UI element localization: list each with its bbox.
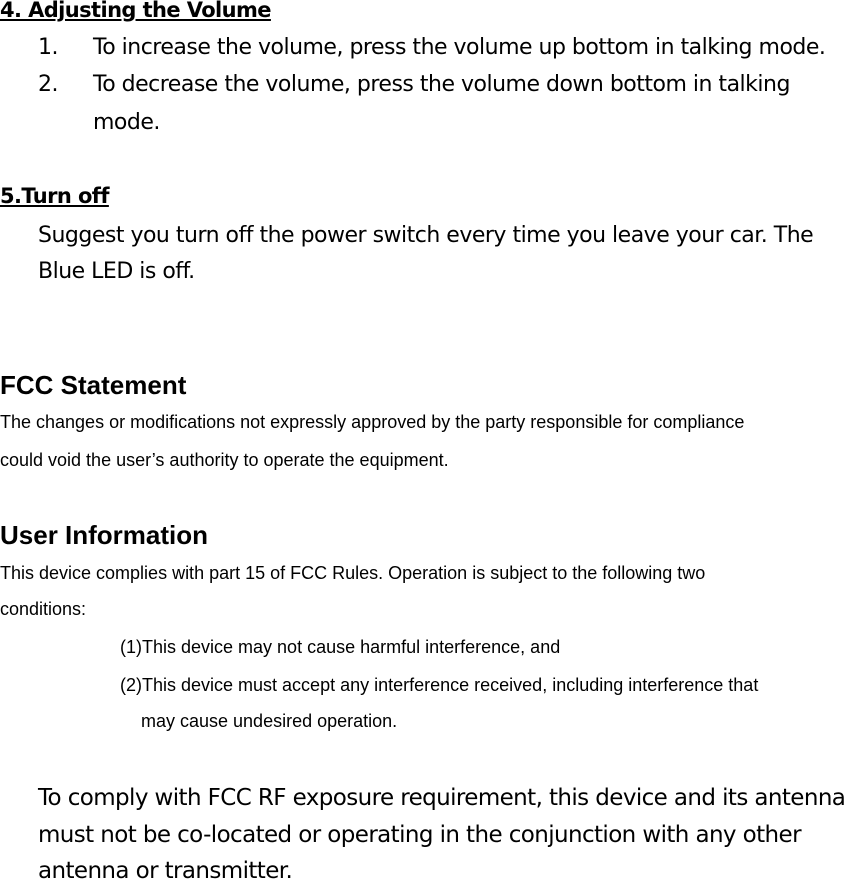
fcc-line2: could void the user’s authority to operate the equipment.	[0, 450, 449, 470]
user-info-heading: User Information	[0, 520, 209, 550]
rf-line3: antenna or transmitter.	[38, 858, 293, 884]
condition-1: (1)This device may not cause harmful interference, and	[120, 637, 561, 657]
volume-item-2-text-line2: mode.	[93, 110, 160, 135]
volume-item-1-text: To increase the volume, press the volume up bottom in talking mode.	[93, 35, 826, 60]
fcc-line1: The changes or modifications not expressly approved by the party responsible for compliance	[0, 412, 745, 432]
volume-item-2-text-line1: To decrease the volume, press the volume down bottom in talking	[93, 72, 790, 97]
volume-item-2-number: 2.	[38, 72, 58, 97]
condition-2-line1: (2)This device must accept any interference received, including interference that	[120, 675, 759, 695]
volume-item-1-number: 1.	[38, 35, 58, 60]
volume-heading: 4. Adjusting the Volume	[0, 0, 271, 22]
turn-off-line1: Suggest you turn off the power switch every time you leave your car. The	[38, 223, 814, 248]
rf-line1: To comply with FCC RF exposure requirement, this device and its antenna	[38, 785, 846, 811]
rf-line2: must not be co-located or operating in the conjunction with any other	[38, 822, 801, 848]
user-info-line1: This device complies with part 15 of FCC Rules. Operation is subject to the following two	[0, 563, 706, 583]
condition-2-line2: may cause undesired operation.	[141, 711, 398, 731]
turn-off-heading: 5.Turn off	[0, 184, 109, 208]
user-info-line2: conditions:	[0, 599, 87, 619]
turn-off-line2: Blue LED is off.	[38, 259, 195, 284]
fcc-heading: FCC Statement	[0, 370, 187, 400]
